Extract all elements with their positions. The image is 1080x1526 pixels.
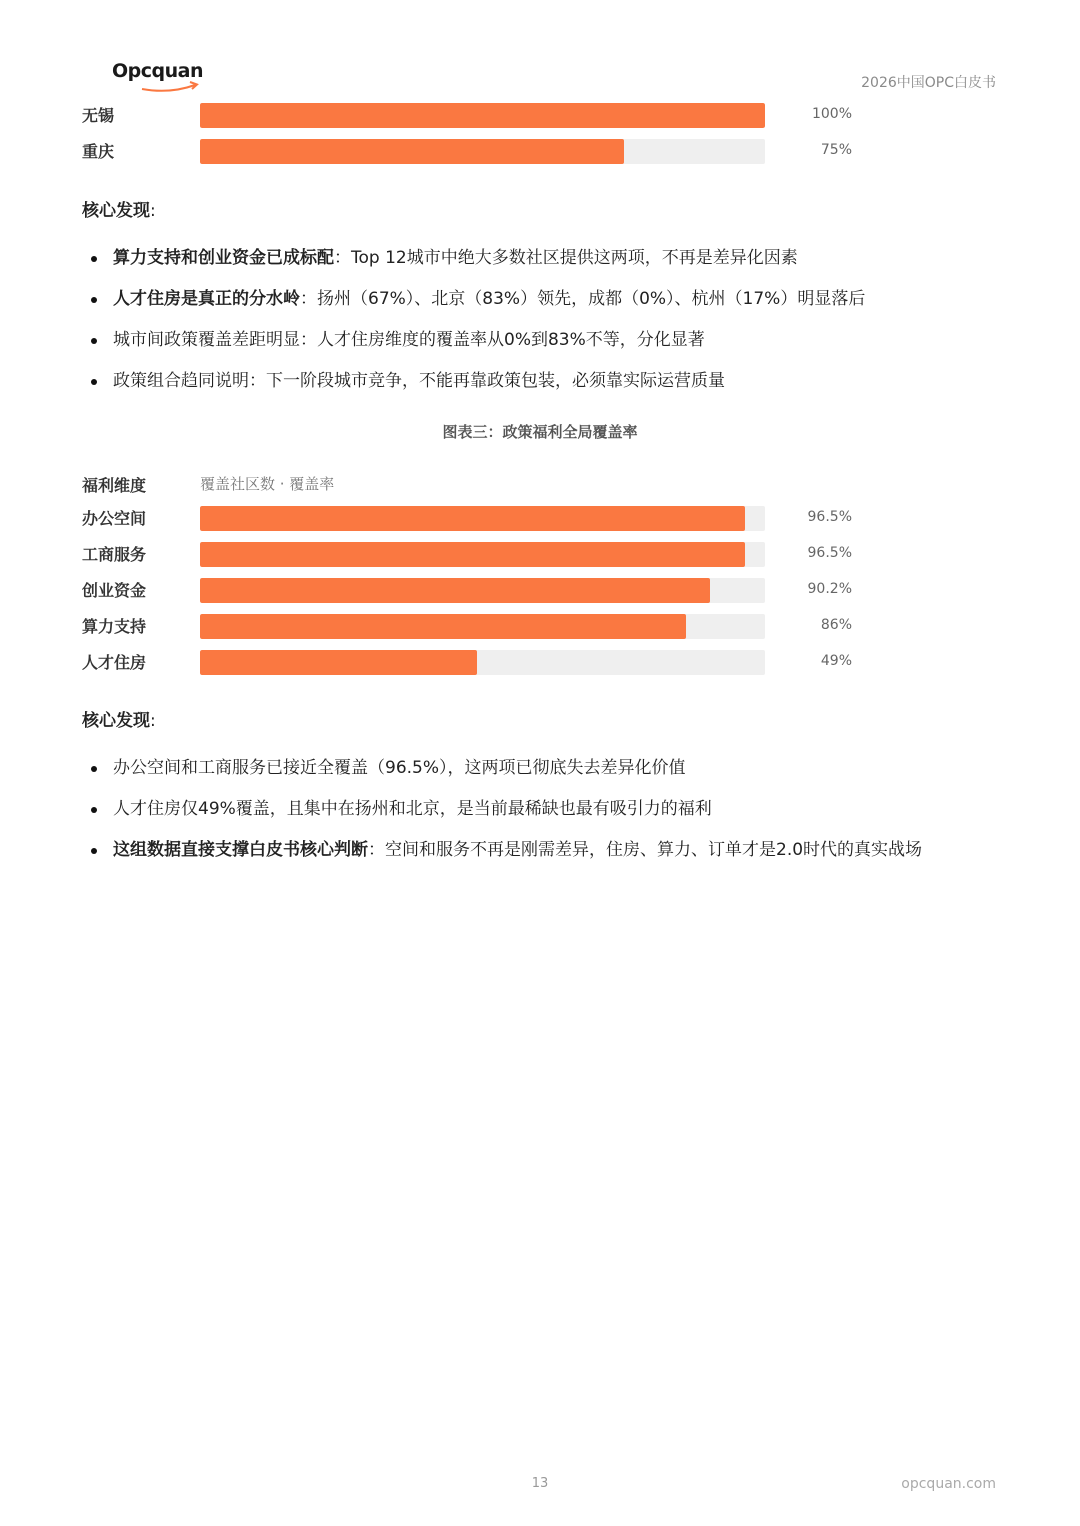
policy-coverage-bar xyxy=(200,614,686,639)
city-coverage-category-label: 无锡 xyxy=(82,106,115,125)
key-findings-list-1 xyxy=(82,243,1002,407)
key-findings-colon: : xyxy=(150,201,156,221)
finding-item xyxy=(82,753,1002,784)
logo-text: Opcquan xyxy=(112,60,203,82)
finding-item xyxy=(82,366,1002,397)
policy-coverage-track xyxy=(200,506,765,531)
policy-coverage-bar xyxy=(200,506,745,531)
policy-coverage-track xyxy=(200,650,765,675)
chart-caption: 图表三：政策福利全局覆盖率 xyxy=(442,423,638,441)
policy-coverage-row xyxy=(82,650,882,676)
policy-coverage-category-label: 工商服务 xyxy=(82,545,147,564)
finding-emphasis: 这组数据直接支撑白皮书核心判断 xyxy=(113,840,368,860)
finding-item xyxy=(82,794,1002,825)
city-coverage-track xyxy=(200,139,765,164)
policy-coverage-category-label: 创业资金 xyxy=(82,581,147,600)
key-findings-title: 核心发现 xyxy=(82,711,150,731)
key-findings-colon: : xyxy=(150,711,156,731)
policy-coverage-track xyxy=(200,614,765,639)
policy-coverage-value-label: 96.5% xyxy=(807,545,852,561)
finding-item xyxy=(82,325,1002,356)
policy-coverage-row xyxy=(82,578,882,604)
policy-coverage-category-label: 办公空间 xyxy=(82,509,147,528)
metric-column-header: 覆盖社区数 · 覆盖率 xyxy=(200,475,335,493)
finding-text: ：扬州（67%）、北京（83%）领先，成都（0%）、杭州（17%）明显落后 xyxy=(300,289,866,309)
policy-coverage-value-label: 49% xyxy=(820,653,852,669)
policy-coverage-row xyxy=(82,614,882,640)
city-coverage-value-label: 100% xyxy=(811,106,852,122)
website-url: opcquan.com xyxy=(901,1476,996,1492)
policy-coverage-track xyxy=(200,578,765,603)
city-coverage-track xyxy=(200,103,765,128)
policy-coverage-bar xyxy=(200,650,477,675)
policy-coverage-category-label: 算力支持 xyxy=(82,617,147,636)
policy-coverage-value-label: 90.2% xyxy=(807,581,852,597)
finding-text: ：Top 12城市中绝大多数社区提供这两项，不再是差异化因素 xyxy=(334,248,798,268)
opcquan-logo xyxy=(112,60,212,94)
finding-emphasis: 人才住房是真正的分水岭 xyxy=(113,289,300,309)
city-coverage-row xyxy=(82,103,882,129)
city-coverage-bar xyxy=(200,103,765,128)
policy-coverage-bar xyxy=(200,542,745,567)
finding-text: 政策组合趋同说明：下一阶段城市竞争，不能再靠政策包装，必须靠实际运营质量 xyxy=(113,371,725,391)
key-findings-list-2 xyxy=(82,753,1002,876)
finding-text: 办公空间和工商服务已接近全覆盖（96.5%），这两项已彻底失去差异化价值 xyxy=(113,758,686,778)
finding-text: 城市间政策覆盖差距明显：人才住房维度的覆盖率从0%到83%不等，分化显著 xyxy=(113,330,705,350)
policy-coverage-track xyxy=(200,542,765,567)
finding-item xyxy=(82,835,1002,866)
finding-emphasis: 算力支持和创业资金已成标配 xyxy=(113,248,334,268)
city-coverage-value-label: 75% xyxy=(820,142,852,158)
finding-text: 人才住房仅49%覆盖，且集中在扬州和北京，是当前最稀缺也最有吸引力的福利 xyxy=(113,799,712,819)
key-findings-heading-1 xyxy=(82,196,156,221)
policy-coverage-value-label: 86% xyxy=(820,617,852,633)
city-coverage-category-label: 重庆 xyxy=(82,142,115,161)
finding-item xyxy=(82,243,1002,274)
policy-coverage-bar xyxy=(200,578,710,603)
policy-coverage-category-label: 人才住房 xyxy=(82,653,147,672)
city-coverage-bar xyxy=(200,139,624,164)
policy-coverage-value-label: 96.5% xyxy=(807,509,852,525)
key-findings-title: 核心发现 xyxy=(82,201,150,221)
dimension-column-header: 福利维度 xyxy=(82,476,147,495)
document-title: 2026中国OPC白皮书 xyxy=(861,75,996,91)
page-number: 13 xyxy=(531,1476,549,1491)
finding-text: ：空间和服务不再是刚需差异，住房、算力、订单才是2.0时代的真实战场 xyxy=(368,840,923,860)
finding-item xyxy=(82,284,1002,315)
city-coverage-row xyxy=(82,139,882,165)
logo-swoosh-icon xyxy=(140,80,200,94)
policy-coverage-row xyxy=(82,506,882,532)
key-findings-heading-2 xyxy=(82,706,156,731)
policy-coverage-row xyxy=(82,542,882,568)
